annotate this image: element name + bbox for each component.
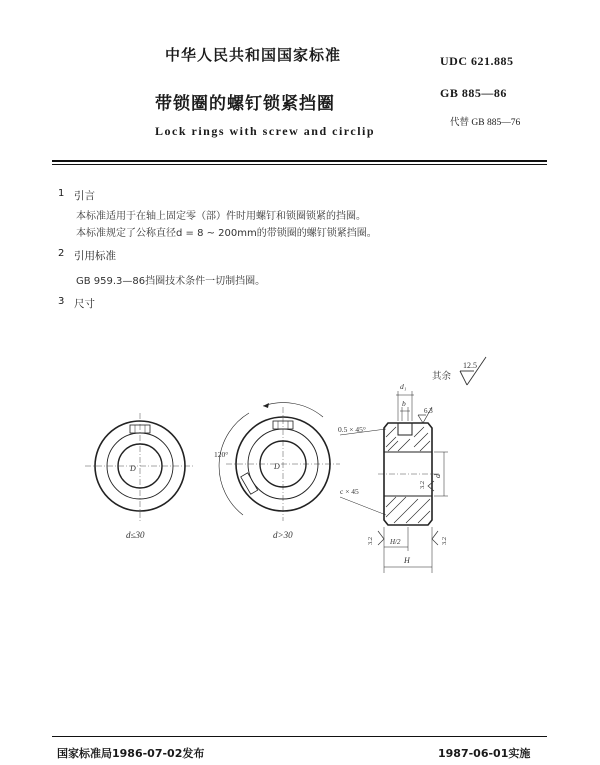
header-rule-top [52,160,547,162]
view1-d-label: D [130,464,136,473]
roughness-mark-bore [428,481,434,491]
section-1-title: 引言 [74,190,95,202]
dim-h2-label: H/2 [390,538,401,546]
view2-caption: d>30 [273,530,293,540]
dim-h-label: H [404,556,410,565]
chamfer-side-label: c × 45 [340,487,359,496]
view-small-ring [85,413,195,521]
roughness-other-label: 其余 [432,372,452,382]
section-2-title: 引用标准 [74,250,116,262]
view2-angle-label: 120° [214,450,229,459]
roughness-32c-label: 3.2 [441,536,448,545]
roughness-63-label: 6.3 [424,407,433,415]
document-title-en: Lock rings with screw and circlip [155,124,376,138]
footer-rule [52,736,547,737]
dim-b-label: b [402,399,406,408]
section-1-paragraph-1: 本标准适用于在轴上固定零（部）件时用螺钉和锁圈锁紧的挡圈。 [76,211,366,222]
gb-number: GB 885—86 [440,86,507,100]
section-1-paragraph-2: 本标准规定了公称直径d = 8 ~ 200mm的带锁圈的螺钉锁紧挡圈。 [76,228,377,239]
header-rule-bottom [52,164,547,165]
view1-caption: d≤30 [126,530,145,540]
section-2-paragraph-1: GB 959.3—86挡圈技术条件一切制挡圈。 [76,276,266,287]
section-3-number: 3 [58,296,65,307]
roughness-mark-left [378,531,384,545]
dim-d-label: d [433,474,442,478]
standard-title: 中华人民共和国国家标准 [165,46,342,64]
view2-d-label: D [274,462,280,471]
section-1-number: 1 [58,188,65,199]
roughness-main-value: 12.5 [463,361,477,370]
section-2-number: 2 [58,248,65,259]
replaces-note: 代替 GB 885—76 [450,118,521,128]
effective-date: 1987-06-01实施 [438,747,531,760]
document-title-cn: 带锁圈的螺钉锁紧挡圈 [155,94,335,114]
chamfer-top-label: 0.5 × 45° [338,425,366,434]
dim-d1-label: d₁ [400,382,407,391]
issued-date: 国家标准局1986-07-02发布 [57,747,205,760]
roughness-32b-label: 3.2 [367,536,374,545]
udc-number: UDC 621.885 [440,54,514,68]
roughness-mark-right [432,531,438,545]
section-3-title: 尺寸 [74,298,95,310]
roughness-32a-label: 3.2 [419,480,426,489]
technical-drawing [0,355,600,615]
